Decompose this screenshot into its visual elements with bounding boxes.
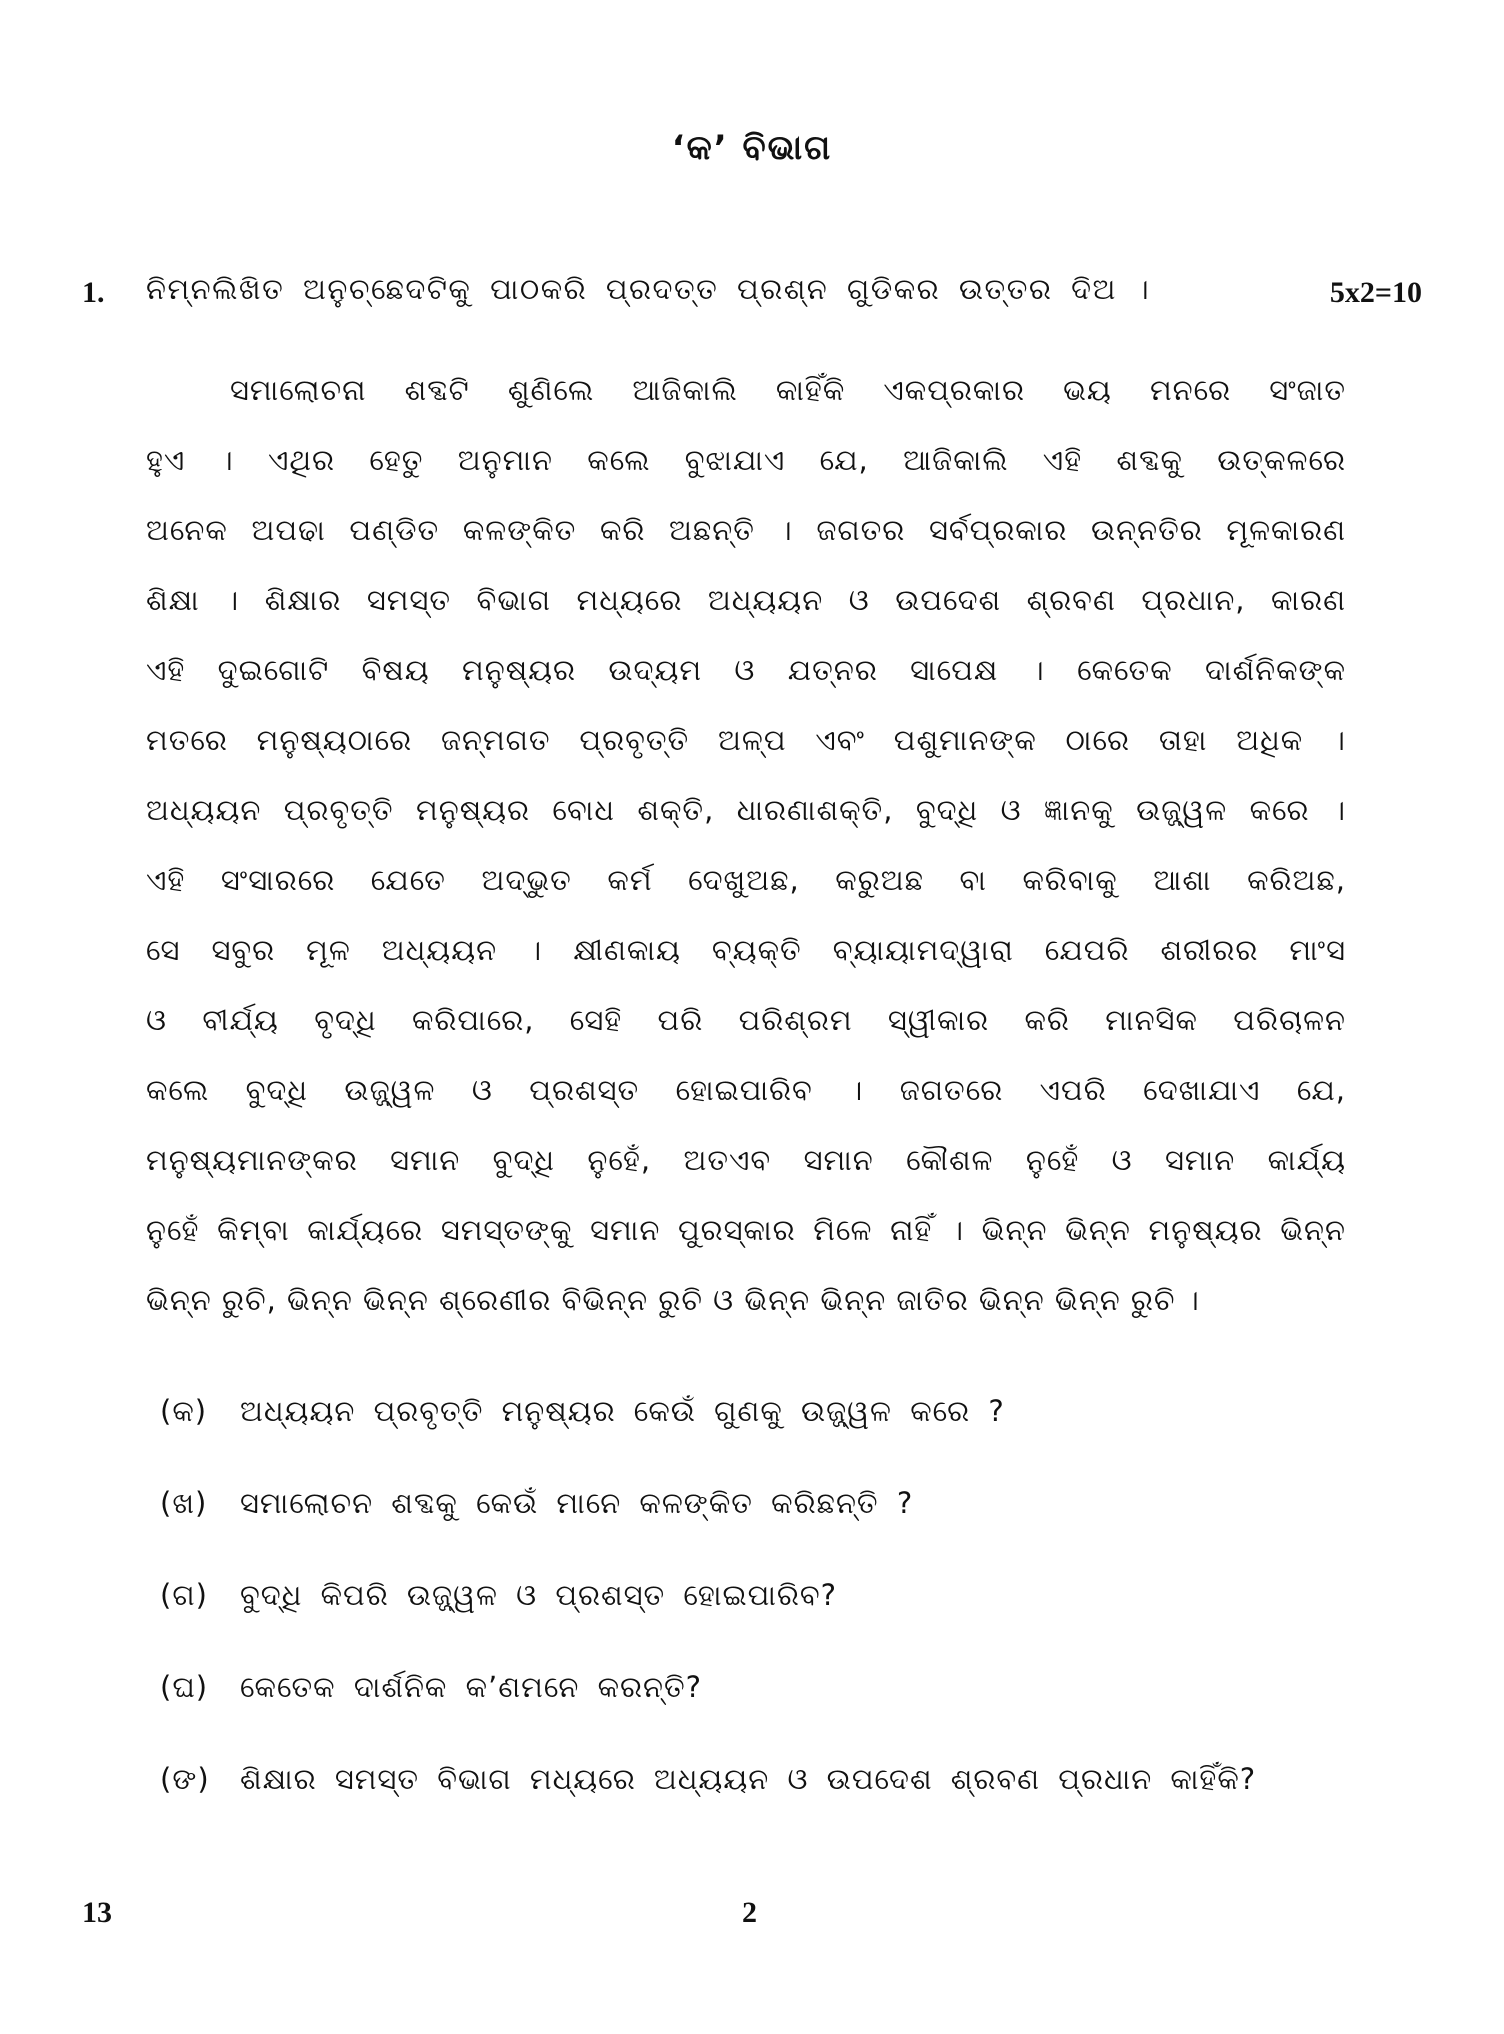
passage-line: ମନୁଷ୍ୟମାନଙ୍କର ସମାନ ବୁଦ୍ଧି ନୁହେଁ, ଅତଏବ ସମାନ କୌଶଳ ନୁହେଁ ଓ ସମାନ କାର୍ଯ୍ୟ [146,1143,1346,1177]
footer-code: 13 [82,1896,112,1929]
sub-question-text: ବୁଦ୍ଧି କିପରି ଉଜ୍ଜ୍ୱଳ ଓ ପ୍ରଶସ୍ତ ହୋଇପାରିବ? [240,1578,838,1612]
sub-question-label: (କ) [160,1394,208,1428]
passage-line: ଏହି ଦୁଇଗୋଟି ବିଷୟ ମନୁଷ୍ୟର ଉଦ୍ୟମ ଓ ଯତ୍ନର ସାପେକ୍ଷ । କେତେକ ଦାର୍ଶନିକଙ୍କ [146,653,1346,687]
passage [146,355,1346,1335]
question-header [82,272,1422,322]
question-number: 1. [82,276,105,309]
sub-question [160,1457,1360,1549]
sub-question-label: (ଗ) [160,1578,208,1612]
sub-question [160,1365,1360,1457]
sub-question [160,1733,1360,1825]
passage-line: ଓ ବୀର୍ଯ୍ୟ ବୃଦ୍ଧି କରିପାରେ, ସେହି ପରି ପରିଶ୍ରମ ସ୍ୱୀକାର କରି ମାନସିକ ପରିଚାଳନ [146,1003,1346,1037]
passage-line: ନୁହେଁ କିମ୍ବା କାର୍ଯ୍ୟରେ ସମସ୍ତଙ୍କୁ ସମାନ ପୁରସ୍କାର ମିଳେ ନାହିଁ । ଭିନ୍ନ ଭିନ୍ନ ମନୁଷ୍ୟର ଭିନ୍ନ [146,1213,1346,1247]
passage-line: ଅନେକ ଅପଢା ପଣ୍ଡିତ କଳଙ୍କିତ କରି ଅଛନ୍ତି । ଜଗତର ସର୍ବପ୍ରକାର ଉନ୍ନତିର ମୂଳକାରଣ [146,513,1346,547]
sub-question-text: ଅଧ୍ୟୟନ ପ୍ରବୃତ୍ତି ମନୁଷ୍ୟର କେଉଁ ଗୁଣକୁ ଉଜ୍ଜ୍ୱଳ କରେ ? [240,1394,1005,1428]
sub-question [160,1641,1360,1733]
passage-line: ଅଧ୍ୟୟନ ପ୍ରବୃତ୍ତି ମନୁଷ୍ୟର ବୋଧ ଶକ୍ତି, ଧାରଣାଶକ୍ତି, ବୁଦ୍ଧି ଓ ଜ୍ଞାନକୁ ଉଜ୍ଜ୍ୱଳ କରେ । [146,793,1346,827]
sub-question-label: (ଖ) [160,1486,208,1520]
passage-line: ସେ ସବୁର ମୂଳ ଅଧ୍ୟୟନ । କ୍ଷୀଣକାୟ ବ୍ୟକ୍ତି ବ୍ୟାୟାମଦ୍ୱାରା ଯେପରି ଶରୀରର ମାଂସ [146,933,1346,967]
passage-line: ସମାଲୋଚନା ଶବ୍ଦଟି ଶୁଣିଲେ ଆଜିକାଲି କାହିଁକି ଏକପ୍ରକାର ଭୟ ମନରେ ସଂଜାତ [230,373,1346,407]
sub-question-text: କେତେକ ଦାର୍ଶନିକ କ’ଣମନେ କରନ୍ତି? [240,1670,703,1704]
sub-question-label: (ଘ) [160,1670,209,1704]
question-marks: 5x2=10 [1329,276,1422,309]
question-instruction: ନିମ୍ନଲିଖିତ ଅନୁଚ୍ଛେଦଟିକୁ ପାଠକରି ପ୍ରଦତ୍ତ ପ୍ରଶ୍ନ ଗୁଡିକର ଉତ୍ତର ଦିଅ । [146,272,1151,306]
sub-question-text: ସମାଲୋଚନ ଶବ୍ଦକୁ କେଉଁ ମାନେ କଳଙ୍କିତ କରିଛନ୍ତି ? [240,1486,914,1520]
page-number: 2 [742,1896,757,1929]
passage-line: କଲେ ବୁଦ୍ଧି ଉଜ୍ଜ୍ୱଳ ଓ ପ୍ରଶସ୍ତ ହୋଇପାରିବ । ଜଗତରେ ଏପରି ଦେଖାଯାଏ ଯେ, [146,1073,1346,1107]
sub-question [160,1549,1360,1641]
passage-line: ଏହି ସଂସାରରେ ଯେତେ ଅଦ୍ଭୁତ କର୍ମ ଦେଖୁଅଛ, କରୁଅଛ ବା କରିବାକୁ ଆଶା କରିଅଛ, [146,863,1346,897]
passage-line: ହୁଏ । ଏଥିର ହେତୁ ଅନୁମାନ କଲେ ବୁଝାଯାଏ ଯେ, ଆଜିକାଲି ଏହି ଶବ୍ଦକୁ ଉତ୍କଳରେ [146,443,1346,477]
sub-questions [160,1365,1360,1825]
sub-question-label: (ଙ) [160,1762,210,1796]
passage-line: ଶିକ୍ଷା । ଶିକ୍ଷାର ସମସ୍ତ ବିଭାଗ ମଧ୍ୟରେ ଅଧ୍ୟୟନ ଓ ଉପଦେଶ ଶ୍ରବଣ ପ୍ରଧାନ, କାରଣ [146,583,1346,617]
passage-line: ମତରେ ମନୁଷ୍ୟଠାରେ ଜନ୍ମଗତ ପ୍ରବୃତ୍ତି ଅଳ୍ପ ଏବଂ ପଶୁମାନଙ୍କ ଠାରେ ତାହା ଅଧିକ । [146,723,1346,757]
section-title: ‘କ’ ବିଭାଗ [671,128,833,168]
sub-question-text: ଶିକ୍ଷାର ସମସ୍ତ ବିଭାଗ ମଧ୍ୟରେ ଅଧ୍ୟୟନ ଓ ଉପଦେଶ ଶ୍ରବଣ ପ୍ରଧାନ କାହିଁକି? [240,1762,1257,1796]
passage-line: ଭିନ୍ନ ରୁଚି, ଭିନ୍ନ ଭିନ୍ନ ଶ୍ରେଣୀର ବିଭିନ୍ନ ରୁଚି ଓ ଭିନ୍ନ ଭିନ୍ନ ଜାତିର ଭିନ୍ନ ଭିନ୍ନ ରୁଚି । [146,1283,1200,1317]
